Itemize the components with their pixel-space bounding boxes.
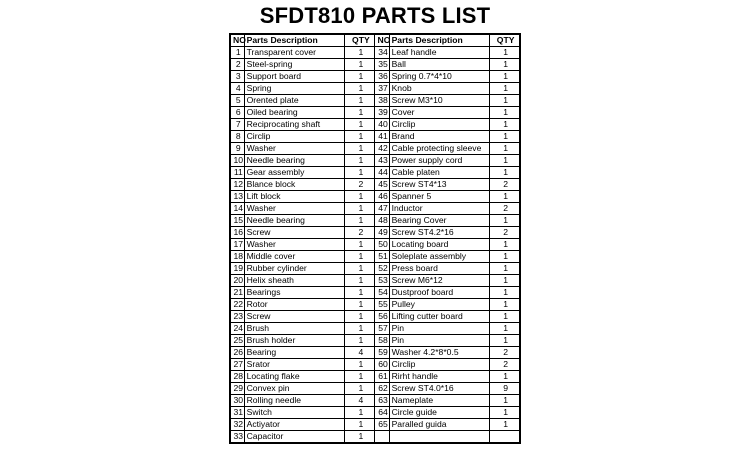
part-number: 47 <box>375 203 389 215</box>
part-description: Screw ST4*13 <box>389 179 490 191</box>
table-row <box>230 191 520 203</box>
part-number: 16 <box>230 227 244 239</box>
part-description: Blance block <box>244 179 345 191</box>
part-number: 65 <box>375 419 389 431</box>
part-quantity: 1 <box>345 299 375 311</box>
part-description: Spanner 5 <box>389 191 490 203</box>
table-row <box>230 407 520 419</box>
part-quantity: 1 <box>490 395 520 407</box>
part-description: Bearing Cover <box>389 215 490 227</box>
part-description: Washer <box>244 203 345 215</box>
page-title: SFDT810 PARTS LIST <box>259 3 491 28</box>
table-row <box>230 323 520 335</box>
part-quantity: 4 <box>345 395 375 407</box>
part-quantity: 2 <box>490 203 520 215</box>
part-description: Rubber cylinder <box>244 263 345 275</box>
header-no: NO <box>375 34 389 47</box>
part-description: Reciprocating shaft <box>244 119 345 131</box>
table-header-row <box>230 34 520 47</box>
part-number: 17 <box>230 239 244 251</box>
table-row <box>230 131 520 143</box>
part-quantity: 1 <box>345 275 375 287</box>
part-number: 39 <box>375 107 389 119</box>
part-quantity: 2 <box>490 227 520 239</box>
part-description: Lift block <box>244 191 345 203</box>
part-number: 60 <box>375 359 389 371</box>
table-row <box>230 119 520 131</box>
part-number: 29 <box>230 383 244 395</box>
part-quantity: 1 <box>490 143 520 155</box>
part-description: Orented plate <box>244 95 345 107</box>
part-quantity: 1 <box>345 83 375 95</box>
part-quantity: 1 <box>345 371 375 383</box>
part-description: Screw M6*12 <box>389 275 490 287</box>
header-qty: QTY <box>345 34 375 47</box>
part-quantity: 1 <box>345 71 375 83</box>
part-quantity: 4 <box>345 347 375 359</box>
part-description: Cable protecting sleeve <box>389 143 490 155</box>
part-quantity: 1 <box>345 431 375 444</box>
part-description: Bearings <box>244 287 345 299</box>
part-description: Paralled guida <box>389 419 490 431</box>
part-number: 38 <box>375 95 389 107</box>
part-number: 25 <box>230 335 244 347</box>
part-description: Needle bearing <box>244 155 345 167</box>
part-quantity: 1 <box>345 323 375 335</box>
part-quantity: 1 <box>490 83 520 95</box>
part-quantity: 1 <box>490 287 520 299</box>
part-description: Screw ST4.2*16 <box>389 227 490 239</box>
part-number: 61 <box>375 371 389 383</box>
part-number: 51 <box>375 251 389 263</box>
part-quantity: 1 <box>345 359 375 371</box>
parts-table-body <box>230 47 520 444</box>
header-no: NO <box>230 34 244 47</box>
part-description: Lifting cutter board <box>389 311 490 323</box>
part-number: 41 <box>375 131 389 143</box>
table-row <box>230 311 520 323</box>
part-description: Ball <box>389 59 490 71</box>
part-quantity: 2 <box>490 179 520 191</box>
part-description: Locating board <box>389 239 490 251</box>
part-quantity: 1 <box>490 335 520 347</box>
part-number: 55 <box>375 299 389 311</box>
part-number <box>375 431 389 444</box>
table-row <box>230 263 520 275</box>
part-description: Steel-spring <box>244 59 345 71</box>
part-number: 5 <box>230 95 244 107</box>
parts-table <box>229 33 521 444</box>
table-row <box>230 299 520 311</box>
part-quantity: 1 <box>345 407 375 419</box>
part-number: 19 <box>230 263 244 275</box>
part-description: Oiled bearing <box>244 107 345 119</box>
part-number: 64 <box>375 407 389 419</box>
part-description: Washer 4.2*8*0.5 <box>389 347 490 359</box>
part-description: Locating flake <box>244 371 345 383</box>
part-description: Washer <box>244 239 345 251</box>
table-row <box>230 431 520 444</box>
part-quantity: 1 <box>490 239 520 251</box>
part-description: Washer <box>244 143 345 155</box>
part-quantity: 2 <box>490 347 520 359</box>
part-description: Brush holder <box>244 335 345 347</box>
part-number: 48 <box>375 215 389 227</box>
part-number: 58 <box>375 335 389 347</box>
part-number: 43 <box>375 155 389 167</box>
header-parts-description: Parts Description <box>244 34 345 47</box>
part-quantity: 1 <box>345 95 375 107</box>
part-number: 10 <box>230 155 244 167</box>
part-description: Transparent cover <box>244 47 345 59</box>
part-description: Circlip <box>244 131 345 143</box>
part-number: 59 <box>375 347 389 359</box>
part-description: Circle guide <box>389 407 490 419</box>
table-row <box>230 383 520 395</box>
part-number: 46 <box>375 191 389 203</box>
part-number: 6 <box>230 107 244 119</box>
part-number: 9 <box>230 143 244 155</box>
part-number: 40 <box>375 119 389 131</box>
part-number: 23 <box>230 311 244 323</box>
part-number: 13 <box>230 191 244 203</box>
part-number: 22 <box>230 299 244 311</box>
part-quantity: 1 <box>345 335 375 347</box>
part-number: 30 <box>230 395 244 407</box>
part-number: 7 <box>230 119 244 131</box>
part-description: Screw M3*10 <box>389 95 490 107</box>
part-number: 31 <box>230 407 244 419</box>
header-parts-description: Parts Description <box>389 34 490 47</box>
part-quantity: 1 <box>490 107 520 119</box>
part-quantity: 1 <box>490 407 520 419</box>
part-description: Nameplate <box>389 395 490 407</box>
part-quantity: 1 <box>345 143 375 155</box>
part-number: 56 <box>375 311 389 323</box>
part-quantity: 9 <box>490 383 520 395</box>
part-description: Dustproof board <box>389 287 490 299</box>
part-number: 34 <box>375 47 389 59</box>
part-quantity: 1 <box>490 311 520 323</box>
part-description: Leaf handle <box>389 47 490 59</box>
part-description: Pin <box>389 335 490 347</box>
part-quantity: 1 <box>345 107 375 119</box>
part-quantity: 1 <box>345 191 375 203</box>
table-row <box>230 179 520 191</box>
table-row <box>230 287 520 299</box>
part-description: Helix sheath <box>244 275 345 287</box>
part-quantity: 2 <box>345 227 375 239</box>
part-number: 14 <box>230 203 244 215</box>
part-description: Brand <box>389 131 490 143</box>
part-quantity: 1 <box>345 287 375 299</box>
part-number: 28 <box>230 371 244 383</box>
part-description: Pulley <box>389 299 490 311</box>
part-number: 15 <box>230 215 244 227</box>
table-row <box>230 251 520 263</box>
table-row <box>230 239 520 251</box>
part-quantity: 1 <box>490 59 520 71</box>
table-row <box>230 59 520 71</box>
part-number: 52 <box>375 263 389 275</box>
part-number: 24 <box>230 323 244 335</box>
part-description: Spring 0.7*4*10 <box>389 71 490 83</box>
table-row <box>230 275 520 287</box>
part-number: 1 <box>230 47 244 59</box>
part-description: Bearing <box>244 347 345 359</box>
part-number: 49 <box>375 227 389 239</box>
part-number: 20 <box>230 275 244 287</box>
part-description: Circlip <box>389 359 490 371</box>
part-number: 54 <box>375 287 389 299</box>
part-quantity: 1 <box>490 71 520 83</box>
part-quantity: 1 <box>490 251 520 263</box>
part-quantity: 1 <box>490 275 520 287</box>
part-quantity: 1 <box>345 239 375 251</box>
part-number: 45 <box>375 179 389 191</box>
part-quantity: 1 <box>345 131 375 143</box>
part-number: 4 <box>230 83 244 95</box>
part-description: Soleplate assembly <box>389 251 490 263</box>
part-number: 44 <box>375 167 389 179</box>
table-row <box>230 335 520 347</box>
part-number: 35 <box>375 59 389 71</box>
table-row <box>230 215 520 227</box>
part-number: 27 <box>230 359 244 371</box>
part-description: Rolling needle <box>244 395 345 407</box>
part-description: Rirht handle <box>389 371 490 383</box>
part-description: Gear assembly <box>244 167 345 179</box>
header-qty: QTY <box>490 34 520 47</box>
part-quantity: 1 <box>490 371 520 383</box>
part-description: Switch <box>244 407 345 419</box>
part-quantity: 1 <box>490 47 520 59</box>
part-description: Knob <box>389 83 490 95</box>
part-quantity: 1 <box>345 167 375 179</box>
part-quantity: 2 <box>490 359 520 371</box>
part-description: Srator <box>244 359 345 371</box>
part-number: 57 <box>375 323 389 335</box>
part-number: 62 <box>375 383 389 395</box>
part-number: 63 <box>375 395 389 407</box>
table-row <box>230 167 520 179</box>
part-description: Support board <box>244 71 345 83</box>
table-row <box>230 203 520 215</box>
part-quantity: 1 <box>490 263 520 275</box>
part-description <box>389 431 490 444</box>
table-row <box>230 155 520 167</box>
part-quantity: 1 <box>490 155 520 167</box>
part-description: Brush <box>244 323 345 335</box>
part-number: 37 <box>375 83 389 95</box>
part-description: Screw <box>244 311 345 323</box>
part-quantity: 1 <box>345 215 375 227</box>
part-number: 11 <box>230 167 244 179</box>
part-number: 53 <box>375 275 389 287</box>
part-quantity: 1 <box>490 419 520 431</box>
part-quantity: 1 <box>345 311 375 323</box>
part-number: 33 <box>230 431 244 444</box>
part-number: 18 <box>230 251 244 263</box>
part-quantity: 1 <box>490 95 520 107</box>
part-description: Actiyator <box>244 419 345 431</box>
part-description: Rotor <box>244 299 345 311</box>
part-quantity: 1 <box>345 383 375 395</box>
part-number: 50 <box>375 239 389 251</box>
part-quantity: 1 <box>490 299 520 311</box>
part-description: Circlip <box>389 119 490 131</box>
table-row <box>230 107 520 119</box>
table-row <box>230 227 520 239</box>
part-description: Middle cover <box>244 251 345 263</box>
table-row <box>230 143 520 155</box>
table-row <box>230 359 520 371</box>
part-quantity: 1 <box>345 203 375 215</box>
part-quantity: 1 <box>345 59 375 71</box>
part-quantity: 1 <box>345 251 375 263</box>
table-row <box>230 419 520 431</box>
part-description: Screw <box>244 227 345 239</box>
part-number: 12 <box>230 179 244 191</box>
part-number: 26 <box>230 347 244 359</box>
part-quantity: 1 <box>345 155 375 167</box>
part-number: 2 <box>230 59 244 71</box>
part-description: Screw ST4.0*16 <box>389 383 490 395</box>
part-description: Power supply cord <box>389 155 490 167</box>
table-row <box>230 371 520 383</box>
part-quantity: 2 <box>345 179 375 191</box>
table-row <box>230 95 520 107</box>
part-quantity: 1 <box>345 419 375 431</box>
part-description: Spring <box>244 83 345 95</box>
part-description: Cover <box>389 107 490 119</box>
part-quantity: 1 <box>490 167 520 179</box>
part-description: Cable platen <box>389 167 490 179</box>
part-quantity: 1 <box>490 119 520 131</box>
part-description: Needle bearing <box>244 215 345 227</box>
part-description: Pin <box>389 323 490 335</box>
part-number: 8 <box>230 131 244 143</box>
part-description: Convex pin <box>244 383 345 395</box>
table-row <box>230 47 520 59</box>
part-number: 3 <box>230 71 244 83</box>
part-number: 42 <box>375 143 389 155</box>
part-number: 21 <box>230 287 244 299</box>
table-row <box>230 71 520 83</box>
table-row <box>230 83 520 95</box>
part-quantity: 1 <box>490 323 520 335</box>
part-description: Inductor <box>389 203 490 215</box>
part-description: Capacitor <box>244 431 345 444</box>
part-quantity <box>490 431 520 444</box>
part-quantity: 1 <box>345 263 375 275</box>
part-quantity: 1 <box>490 215 520 227</box>
part-number: 32 <box>230 419 244 431</box>
part-quantity: 1 <box>345 119 375 131</box>
part-quantity: 1 <box>490 191 520 203</box>
part-quantity: 1 <box>490 131 520 143</box>
part-description: Press board <box>389 263 490 275</box>
table-row <box>230 347 520 359</box>
part-number: 36 <box>375 71 389 83</box>
part-quantity: 1 <box>345 47 375 59</box>
table-row <box>230 395 520 407</box>
